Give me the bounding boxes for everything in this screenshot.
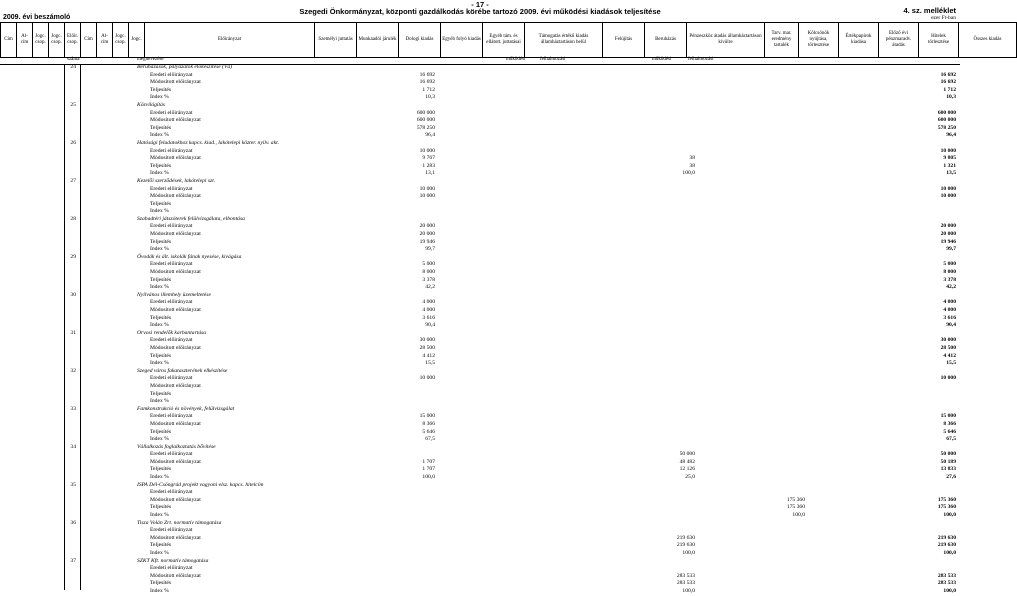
column-header: Egyéb tám. és ellátott. juttatásai: [483, 23, 525, 58]
subheader-operating-1: működési: [506, 57, 526, 62]
table-row: [0, 459, 960, 467]
column-header: Előir. csop.: [65, 23, 81, 58]
row-label: Módosított előirányzat: [150, 117, 201, 124]
item-name: Beruházások, pályázatok előkészítése (Vá): [137, 64, 233, 70]
total-cell: 27,6: [946, 474, 956, 481]
table-row: [0, 565, 960, 573]
row-label: Eredeti előirányzat: [150, 413, 193, 420]
subheader-name: megnevezése: [137, 57, 164, 62]
item-name: ISPA Dél-Csöngrád projekt vagyoni elsz. kapcs. hitelcím: [137, 481, 264, 488]
table-row: [0, 573, 960, 581]
column-header: Al-cím: [17, 23, 33, 58]
value-cell: 38: [689, 155, 695, 162]
column-header: Al-cím: [97, 23, 113, 58]
table-row: [0, 155, 960, 163]
row-label: Index %: [150, 360, 169, 367]
total-cell: 8 366: [943, 420, 956, 427]
value-cell: 100,0: [682, 587, 695, 594]
table-row: [0, 474, 960, 482]
column-header: Beruházás: [645, 23, 687, 58]
row-label: Index %: [150, 398, 169, 405]
value-cell: 15,5: [425, 360, 435, 367]
value-cell: 15 000: [419, 413, 435, 420]
table-row: [0, 436, 960, 444]
row-label: Eredeti előirányzat: [150, 299, 193, 306]
table-row: [0, 110, 960, 118]
row-label: Teljesítés: [150, 580, 172, 587]
item-heading-row: [0, 292, 960, 300]
subheader-number: száma: [67, 57, 80, 62]
value-cell: 100,0: [422, 474, 435, 481]
column-header: Cím: [1, 23, 17, 58]
value-cell: 20 000: [419, 231, 435, 238]
row-label: Eredeti előirányzat: [150, 185, 193, 192]
item-number: 30: [70, 291, 76, 298]
row-label: Teljesítés: [150, 504, 172, 511]
value-cell: 1 283: [422, 162, 435, 169]
total-cell: 99,7: [946, 246, 956, 253]
table-row: [0, 193, 960, 201]
row-label: Módosított előirányzat: [150, 382, 201, 389]
table-row: [0, 284, 960, 292]
table-row: [0, 117, 960, 125]
row-label: Módosított előirányzat: [150, 307, 201, 313]
value-cell: 219 630: [676, 534, 695, 541]
item-name: Szabadtéri játszóterek felülvizsgálata, elbontása: [137, 215, 245, 222]
row-label: Index %: [150, 322, 169, 329]
item-name: Szeged város fakataszterének elkészítése: [137, 367, 228, 374]
row-label: Módosított előirányzat: [150, 193, 201, 200]
item-number: 25: [70, 101, 76, 108]
value-cell: 600 000: [416, 117, 435, 124]
item-heading-row: [0, 558, 960, 566]
item-number: 36: [70, 519, 76, 526]
row-label: Módosított előirányzat: [150, 420, 201, 427]
value-cell: 175 360: [786, 504, 805, 511]
row-label: Teljesítés: [150, 428, 172, 435]
value-cell: 3 378: [422, 276, 435, 283]
column-header: Támogatás értékű kiadás államháztartáson belül: [525, 23, 603, 58]
page-header: [0, 0, 960, 22]
table-row: [0, 391, 960, 399]
table-row: [0, 504, 960, 512]
total-cell: 3 378: [943, 276, 956, 283]
table-row: [0, 451, 960, 459]
total-cell: 3 616: [943, 314, 956, 321]
total-cell: 28 500: [940, 344, 956, 351]
total-cell: 10,3: [946, 94, 956, 101]
table-row: [0, 261, 960, 269]
table-row: [0, 201, 960, 209]
value-cell: 10 000: [419, 193, 435, 200]
total-cell: 1 321: [943, 162, 956, 169]
row-label: Teljesítés: [150, 314, 172, 321]
table-row: [0, 512, 960, 520]
table-row: [0, 542, 960, 550]
item-number: 33: [70, 405, 76, 412]
value-cell: 5 000: [422, 261, 435, 268]
column-header: Munkaadói járulék: [357, 23, 399, 58]
value-cell: 19 946: [419, 238, 435, 245]
item-name: Nyilvános illemhely üzemeltetése: [137, 291, 211, 298]
table-row: [0, 535, 960, 543]
item-number: 24: [70, 64, 76, 70]
table-row: [0, 497, 960, 505]
row-label: Eredeti előirányzat: [150, 147, 193, 154]
column-header-row: [1, 23, 1017, 58]
table-row: [0, 315, 960, 323]
value-cell: 10 000: [419, 147, 435, 154]
item-heading-row: [0, 254, 960, 262]
item-name: Famkonstrukció és növények, felülvizsgálat: [137, 405, 235, 412]
total-cell: 16 692: [940, 71, 956, 78]
table-row: [0, 277, 960, 285]
table-row: [0, 239, 960, 247]
column-header: Előző évi pénzmaradv. átadás: [879, 23, 919, 58]
table-row: [0, 307, 960, 315]
table-row: [0, 337, 960, 345]
row-label: Módosított előirányzat: [150, 79, 201, 86]
table-row: [0, 550, 960, 558]
item-heading-row: [0, 444, 960, 452]
value-cell: 283 533: [676, 580, 695, 587]
table-row: [0, 269, 960, 277]
total-cell: 96,4: [946, 132, 956, 139]
annex-label: 4. sz. melléklet: [903, 6, 956, 15]
row-label: Eredeti előirányzat: [150, 337, 193, 344]
total-cell: 219 630: [937, 534, 956, 541]
value-cell: 3 616: [422, 314, 435, 321]
row-label: Index %: [150, 550, 169, 556]
value-cell: 175 360: [786, 496, 805, 503]
total-cell: 20 000: [940, 231, 956, 238]
value-cell: 30 000: [419, 337, 435, 344]
item-heading-row: [0, 140, 960, 148]
row-label: Index %: [150, 208, 169, 215]
total-cell: 10 000: [940, 193, 956, 200]
value-cell: 1 707: [422, 466, 435, 473]
item-number: 28: [70, 215, 76, 222]
table-row: [0, 208, 960, 216]
table-row: [0, 345, 960, 353]
item-number: 31: [70, 329, 76, 336]
page-title: Szegedi Önkormányzat, központi gazdálkodás körébe tartozó 2009. évi működési kiadások teljesítése: [299, 7, 661, 16]
value-cell: 48 482: [679, 458, 695, 465]
table-row: [0, 421, 960, 429]
value-cell: 4 412: [422, 352, 435, 359]
row-label: Teljesítés: [150, 276, 172, 283]
total-cell: 4 000: [943, 307, 956, 313]
table-row: [0, 375, 960, 383]
column-header: Személyi juttatás: [315, 23, 357, 58]
table-row: [0, 132, 960, 140]
table-row: [0, 170, 960, 178]
row-label: Index %: [150, 474, 169, 481]
row-label: Teljesítés: [150, 542, 172, 549]
table-row: [0, 527, 960, 535]
table-row: [0, 383, 960, 391]
total-cell: 600 000: [937, 109, 956, 116]
value-cell: 28 500: [419, 344, 435, 351]
total-cell: 10 000: [940, 375, 956, 382]
total-cell: 15 000: [940, 413, 956, 420]
table-row: [0, 186, 960, 194]
total-cell: 100,0: [943, 550, 956, 556]
row-label: Eredeti előirányzat: [150, 71, 193, 78]
column-header: Jogc.: [129, 23, 145, 58]
table-row: [0, 588, 960, 596]
table-row: [0, 94, 960, 102]
total-cell: 5 646: [943, 428, 956, 435]
row-label: Teljesítés: [150, 200, 172, 207]
column-header: Értékpapírok kiadása: [839, 23, 879, 58]
item-name: Hatósági feladatokhoz kapcs. kiad., lakótelepi közter. nyilv. akt.: [137, 139, 280, 146]
total-cell: 9 805: [943, 155, 956, 162]
column-header: Dologi kiadás: [399, 23, 441, 58]
row-label: Eredeti előirányzat: [150, 109, 193, 116]
column-header: Egyéb folyó kiadás: [441, 23, 483, 58]
table-row: [0, 489, 960, 497]
value-cell: 1 707: [422, 458, 435, 465]
value-cell: 12 126: [679, 466, 695, 473]
total-cell: 175 360: [937, 504, 956, 511]
table-row: [0, 398, 960, 406]
row-label: Index %: [150, 587, 169, 594]
value-cell: 219 630: [676, 542, 695, 549]
item-heading-row: [0, 482, 960, 490]
value-cell: 16 692: [419, 71, 435, 78]
item-number: 35: [70, 481, 76, 488]
item-heading-row: [0, 406, 960, 414]
table-row: [0, 125, 960, 133]
table-row: [0, 72, 960, 80]
row-label: Módosított előirányzat: [150, 231, 201, 238]
total-cell: 4 412: [943, 352, 956, 359]
row-label: Módosított előirányzat: [150, 344, 201, 351]
row-label: Eredeti előirányzat: [150, 527, 193, 534]
total-cell: 50 189: [940, 458, 956, 465]
item-heading-row: [0, 368, 960, 376]
row-label: Eredeti előirányzat: [150, 451, 193, 458]
total-cell: 19 946: [940, 238, 956, 245]
value-cell: 99,7: [425, 246, 435, 253]
row-label: Teljesítés: [150, 390, 172, 397]
row-label: Index %: [150, 284, 169, 291]
total-cell: 42,2: [946, 284, 956, 291]
column-header: Pénzeszköz átadás államháztartáson kívülre: [687, 23, 765, 58]
row-label: Index %: [150, 512, 169, 519]
total-cell: 13 833: [940, 466, 956, 473]
subheader-operating-2: működési: [652, 57, 672, 62]
subheader-capital-2: felhalmozási: [688, 57, 714, 62]
total-cell: 100,0: [943, 512, 956, 519]
row-label: Eredeti előirányzat: [150, 489, 193, 496]
table-row: [0, 246, 960, 254]
item-number: 34: [70, 443, 76, 450]
row-label: Módosított előirányzat: [150, 496, 201, 503]
value-cell: 4 000: [422, 299, 435, 306]
total-cell: 5 000: [943, 261, 956, 268]
value-cell: 25,0: [685, 474, 695, 481]
value-cell: 67,5: [425, 436, 435, 443]
value-cell: 1 712: [422, 86, 435, 93]
item-heading-row: [0, 102, 960, 110]
column-header: Összes kiadás: [959, 23, 1017, 58]
table-row: [0, 413, 960, 421]
total-cell: 1 712: [943, 86, 956, 93]
row-label: Teljesítés: [150, 124, 172, 131]
table-row: [0, 163, 960, 171]
value-cell: 10 000: [419, 185, 435, 192]
column-header: Jogc. csop.: [113, 23, 129, 58]
table-row: [0, 322, 960, 330]
column-header: Előirányzat: [145, 23, 315, 58]
value-cell: 4 000: [422, 307, 435, 313]
total-cell: 15,5: [946, 360, 956, 367]
subheader-capital-1: felhalmozási: [540, 57, 566, 62]
item-heading-row: [0, 520, 960, 528]
value-cell: 10 000: [419, 375, 435, 382]
row-label: Eredeti előirányzat: [150, 565, 193, 572]
column-header: Jogc. csop.: [49, 23, 65, 58]
item-heading-row: [0, 64, 960, 72]
row-label: Eredeti előirányzat: [150, 223, 193, 230]
table-row: [0, 360, 960, 368]
total-cell: 219 630: [937, 542, 956, 549]
value-cell: 96,4: [425, 132, 435, 139]
table-row: [0, 223, 960, 231]
value-cell: 10,3: [425, 94, 435, 101]
unit-label: ezer Ft-ban: [931, 15, 956, 21]
row-label: Index %: [150, 246, 169, 253]
value-cell: 50 000: [679, 451, 695, 458]
row-label: Index %: [150, 436, 169, 443]
table-row: [0, 429, 960, 437]
value-cell: 9 767: [422, 155, 435, 162]
row-label: Teljesítés: [150, 352, 172, 359]
total-cell: 13,5: [946, 170, 956, 177]
value-cell: 5 646: [422, 428, 435, 435]
table-row: [0, 231, 960, 239]
item-name: Tisza Volán Zrt. normatív támogatása: [137, 519, 222, 526]
total-cell: 50 000: [940, 451, 956, 458]
row-label: Eredeti előirányzat: [150, 261, 193, 268]
total-cell: 10 000: [940, 185, 956, 192]
value-cell: 8 366: [422, 420, 435, 427]
row-label: Index %: [150, 170, 169, 177]
column-header: Hitelek törlesztése: [919, 23, 959, 58]
column-header: Felújítás: [603, 23, 645, 58]
total-cell: 20 000: [940, 223, 956, 230]
table-row: [0, 87, 960, 95]
table-row: [0, 299, 960, 307]
item-number: 37: [70, 557, 76, 564]
item-heading-row: [0, 216, 960, 224]
total-cell: 283 533: [937, 572, 956, 579]
item-heading-row: [0, 178, 960, 186]
table-row: [0, 79, 960, 87]
value-cell: 20 000: [419, 223, 435, 230]
value-cell: 38: [689, 162, 695, 169]
total-cell: 600 000: [937, 117, 956, 124]
total-cell: 100,0: [943, 587, 956, 594]
item-number: 32: [70, 367, 76, 374]
row-label: Módosított előirányzat: [150, 458, 201, 465]
total-cell: 67,5: [946, 436, 956, 443]
page-number: - 17 -: [471, 0, 489, 9]
value-cell: 90,4: [425, 322, 435, 329]
total-cell: 578 250: [937, 124, 956, 131]
report-year-label: 2009. évi beszámoló: [3, 14, 71, 21]
total-cell: 90,4: [946, 322, 956, 329]
total-cell: 16 692: [940, 79, 956, 86]
total-cell: 30 000: [940, 337, 956, 344]
column-header: Jogc. csop.: [33, 23, 49, 58]
column-header: Kölcsönök nyújtása, törlesztése: [799, 23, 839, 58]
row-label: Teljesítés: [150, 86, 172, 93]
item-name: Közvilágítás: [137, 101, 165, 108]
row-label: Módosított előirányzat: [150, 155, 201, 162]
total-cell: 8 000: [943, 269, 956, 276]
row-label: Módosított előirányzat: [150, 534, 201, 541]
row-label: Eredeti előirányzat: [150, 375, 193, 382]
value-cell: 283 533: [676, 572, 695, 579]
row-label: Módosított előirányzat: [150, 269, 201, 276]
value-cell: 600 000: [416, 109, 435, 116]
row-label: Teljesítés: [150, 162, 172, 169]
row-label: Teljesítés: [150, 466, 172, 473]
value-cell: 16 692: [419, 79, 435, 86]
item-heading-row: [0, 330, 960, 338]
item-name: Orvosi rendelők karbantartása: [137, 329, 207, 336]
column-header: Cím: [81, 23, 97, 58]
table-row: [0, 148, 960, 156]
item-number: 27: [70, 177, 76, 184]
row-label: Index %: [150, 94, 169, 101]
table-row: [0, 580, 960, 588]
value-cell: 42,2: [425, 284, 435, 291]
value-cell: 8 000: [422, 269, 435, 276]
item-number: 29: [70, 253, 76, 260]
value-cell: 578 250: [416, 124, 435, 131]
column-header-table: [0, 22, 1017, 58]
column-header: Tarv. mar. eredmény tartalék: [765, 23, 799, 58]
value-cell: 13,1: [425, 170, 435, 177]
total-cell: 4 000: [943, 299, 956, 306]
value-cell: 100,0: [682, 550, 695, 556]
row-label: Módosított előirányzat: [150, 572, 201, 579]
table-row: [0, 466, 960, 474]
table-row: [0, 353, 960, 361]
total-cell: 283 533: [937, 580, 956, 587]
value-cell: 100,0: [792, 512, 805, 519]
value-cell: 100,0: [682, 170, 695, 177]
item-number: 26: [70, 139, 76, 146]
total-cell: 10 000: [940, 147, 956, 154]
row-label: Teljesítés: [150, 238, 172, 245]
budget-rows: [0, 64, 960, 596]
total-cell: 175 360: [937, 496, 956, 503]
item-name: Kezelői szerződések, lakótelepi szt.: [137, 177, 216, 184]
item-name: SZKT Kft. normatív támogatása: [137, 557, 209, 564]
item-name: Óvodák és ált. iskolák fának nyesése, kivágása: [137, 253, 242, 260]
item-name: Vállalkozás foglalkoztatás bővítése: [137, 443, 216, 450]
row-label: Index %: [150, 132, 169, 139]
